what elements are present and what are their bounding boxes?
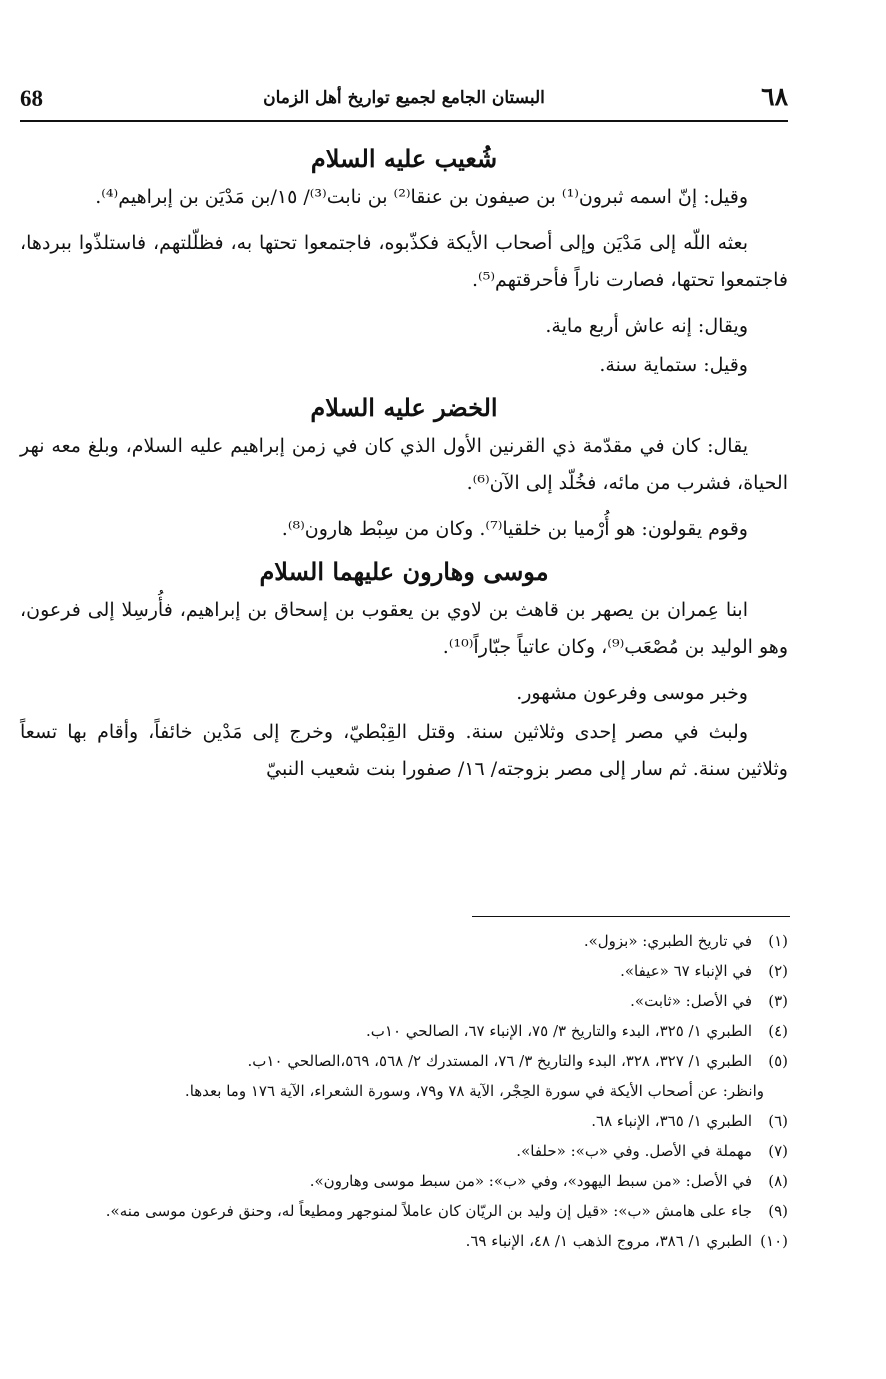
footnote-number: (١) — [768, 932, 788, 950]
section-heading: الخضر عليه السلام — [310, 393, 498, 422]
paragraph: وخبر موسى وفرعون مشهور. — [516, 682, 748, 704]
footnote-text: في الأصل: «من سبط اليهود»، وفي «ب»: «من سبط موسى وهارون». — [309, 1172, 752, 1190]
footnote — [20, 956, 788, 986]
footnote-number: (٨) — [768, 1172, 788, 1190]
footnote-number: (٢) — [768, 962, 788, 980]
footnote-text: في الأصل: «ثابت». — [630, 992, 752, 1010]
page-header — [20, 84, 788, 118]
footnote-text: الطبري ١/ ٣٨٦، مروج الذهب ١/ ٤٨، الإنباء ٦٩. — [465, 1232, 752, 1250]
footnote-number: (٩) — [768, 1202, 788, 1220]
footnotes — [20, 926, 788, 1256]
footnote — [20, 986, 788, 1016]
footnote-text: جاء على هامش «ب»: «قيل إن وليد بن الريّان كان عاملاً لمنوجهر ومطيعاً له، وحنق فرعون موسى منه». — [105, 1202, 752, 1220]
footnote-text: الطبري ١/ ٣٢٥، البدء والتاريخ ٣/ ٧٥، الإنباء ٦٧، الصالحي ١٠ب. — [366, 1022, 752, 1040]
running-title: البستان الجامع لجميع تواريخ أهل الزمان — [263, 88, 545, 108]
footnote-number: (٥) — [768, 1052, 788, 1070]
footnote — [20, 1106, 788, 1136]
footnote — [20, 1166, 788, 1196]
footnote-number: (١٠) — [760, 1232, 788, 1250]
paragraph: وقيل: ستماية سنة. — [599, 354, 748, 376]
footnote — [20, 1226, 788, 1256]
footnote-text: الطبري ١/ ٣٢٧، ٣٢٨، البدء والتاريخ ٣/ ٧٦، المستدرك ٢/ ٥٦٨، ٥٦٩،الصالحي ١٠ب. — [247, 1052, 752, 1070]
paragraph: وقيل: إنّ اسمه ثبرون⁽¹⁾ بن صيفون بن عنقا⁽²⁾ بن نابت⁽³⁾/ ١٥/بن مَدْيَن بن إبراهيم⁽⁴⁾. — [95, 186, 748, 208]
paragraph: ولبث في مصر إحدى وثلاثين سنة. وقتل القِبْطيّ، وخرج إلى مَدْين خائفاً، وأقام بها تسعاً وثلاثين سنة. ثم سار إلى مصر بزوجته/ ١٦/ صفورا بنت شعيب النبيّ — [20, 721, 788, 780]
footnote — [20, 1016, 788, 1046]
page-number-latin: 68 — [20, 86, 43, 111]
main-text — [20, 136, 788, 797]
paragraph: يقال: كان في مقدّمة ذي القرنين الأول الذي كان في زمن إبراهيم عليه السلام، وبلغ معه نهر الحياة، فشرب من مائه، فخُلّد إلى الآن⁽⁶⁾. — [20, 435, 788, 494]
footnote-number: (٦) — [768, 1112, 788, 1130]
header-rule — [20, 120, 788, 122]
footnote — [20, 926, 788, 956]
paragraph: وقوم يقولون: هو أُرْميا بن خلقيا⁽⁷⁾. وكان من سِبْط هارون⁽⁸⁾. — [281, 518, 748, 540]
footnote-continuation: وانظر: عن أصحاب الأيكة في سورة الحِجْر، الآية ٧٨ و٧٩، وسورة الشعراء، الآية ١٧٦ وما بعدها. — [184, 1082, 764, 1100]
footnote-number: (٣) — [768, 992, 788, 1010]
footnote-text: الطبري ١/ ٣٦٥، الإنباء ٦٨. — [591, 1112, 752, 1130]
footnote-text: في تاريخ الطبري: «بزول». — [583, 932, 752, 950]
footnote-number: (٧) — [768, 1142, 788, 1160]
footnote — [20, 1196, 788, 1226]
footnote — [20, 1136, 788, 1166]
footnote-rule — [472, 916, 790, 917]
footnote-text: مهملة في الأصل. وفي «ب»: «حلفا». — [516, 1142, 752, 1160]
section-heading: شُعيب عليه السلام — [310, 144, 498, 173]
footnote-text: في الإنباء ٦٧ «عيفا». — [620, 962, 752, 980]
footnote — [20, 1046, 788, 1076]
footnote-number: (٤) — [768, 1022, 788, 1040]
paragraph: ابنا عِمران بن يصهر بن قاهث بن لاوي بن يعقوب بن إسحاق بن إبراهيم، فأُرسِلا إلى فرعون، وهو الوليد بن مُصْعَب⁽⁹⁾، وكان عاتياً جبّاراً⁽¹⁰⁾. — [20, 599, 788, 658]
page-number-arabic: ٦٨ — [761, 82, 788, 111]
section-heading: موسى وهارون عليهما السلام — [259, 557, 549, 586]
paragraph: ويقال: إنه عاش أربع ماية. — [545, 315, 748, 337]
paragraph: بعثه اللّه إلى مَدْيَن وإلى أصحاب الأيكة فكذّبوه، فاجتمعوا تحتها به، فظلّلتهم، فاستلذّوا ببردها، فاجتمعوا تحتها، فصارت ناراً فأحرقتهم⁽⁵⁾. — [20, 232, 788, 291]
